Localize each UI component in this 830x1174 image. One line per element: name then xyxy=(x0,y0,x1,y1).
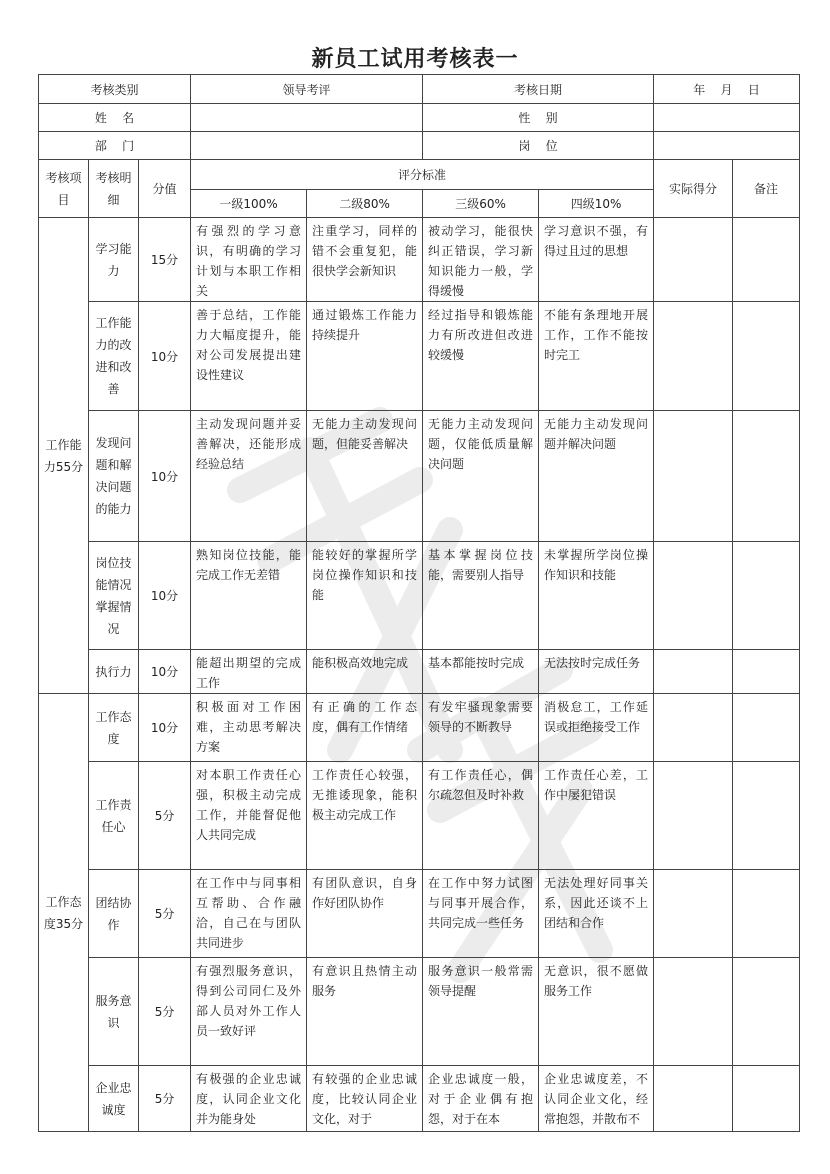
remark-cell[interactable] xyxy=(733,542,800,650)
row-level4: 无意识，很不愿做服务工作 xyxy=(539,958,654,1066)
row-level1: 有强烈的学习意识，有明确的学习计划与本职工作相关 xyxy=(191,218,307,302)
row-level2: 能积极高效地完成 xyxy=(307,650,423,694)
remark-cell[interactable] xyxy=(733,762,800,870)
name-field[interactable] xyxy=(191,104,423,132)
row-score: 10分 xyxy=(139,411,191,542)
actual-score-cell[interactable] xyxy=(654,694,733,762)
row-score: 5分 xyxy=(139,1066,191,1132)
row-level2: 有意识且热情主动服务 xyxy=(307,958,423,1066)
header-remark: 备注 xyxy=(733,160,800,218)
row-level3: 企业忠诚度一般，对于企业偶有抱怨，对于在本 xyxy=(423,1066,539,1132)
page-title: 新员工试用考核表一 xyxy=(311,47,519,72)
row-level2: 有正确的工作态度，偶有工作情绪 xyxy=(307,694,423,762)
actual-score-cell[interactable] xyxy=(654,650,733,694)
row-score: 5分 xyxy=(139,762,191,870)
actual-score-cell[interactable] xyxy=(654,1066,733,1132)
row-level4: 工作责任心差，工作中屡犯错误 xyxy=(539,762,654,870)
row-detail: 企业忠诚度 xyxy=(89,1066,139,1132)
row-level3: 无能力主动发现问题，仅能低质量解决问题 xyxy=(423,411,539,542)
row-detail: 岗位技能情况掌握情况 xyxy=(89,542,139,650)
header-criteria: 评分标准 xyxy=(191,160,654,190)
row-score: 10分 xyxy=(139,650,191,694)
section-name: 工作能力55分 xyxy=(39,218,89,694)
actual-score-cell[interactable] xyxy=(654,762,733,870)
actual-score-cell[interactable] xyxy=(654,542,733,650)
actual-score-cell[interactable] xyxy=(654,870,733,958)
row-score: 5分 xyxy=(139,958,191,1066)
row-detail: 工作责任心 xyxy=(89,762,139,870)
remark-cell[interactable] xyxy=(733,218,800,302)
row-level3: 基本都能按时完成 xyxy=(423,650,539,694)
remark-cell[interactable] xyxy=(733,411,800,542)
row-level1: 善于总结，工作能力大幅度提升，能对公司发展提出建设性建议 xyxy=(191,302,307,411)
row-level1: 熟知岗位技能，能完成工作无差错 xyxy=(191,542,307,650)
actual-score-cell[interactable] xyxy=(654,218,733,302)
row-level2: 通过锻炼工作能力持续提升 xyxy=(307,302,423,411)
row-level1: 对本职工作责任心强，积极主动完成工作，并能督促他人共同完成 xyxy=(191,762,307,870)
row-detail: 服务意识 xyxy=(89,958,139,1066)
row-level4: 消极怠工，工作延误或拒绝接受工作 xyxy=(539,694,654,762)
row-level3: 服务意识一般常需领导提醒 xyxy=(423,958,539,1066)
header-item: 考核项目 xyxy=(39,160,89,218)
row-level4: 学习意识不强，有得过且过的思想 xyxy=(539,218,654,302)
gender-field[interactable] xyxy=(654,104,800,132)
row-level2: 能较好的掌握所学岗位操作知识和技能 xyxy=(307,542,423,650)
actual-score-cell[interactable] xyxy=(654,302,733,411)
header-detail: 考核明细 xyxy=(89,160,139,218)
row-level1: 有极强的企业忠诚度，认同企业文化并为能身处 xyxy=(191,1066,307,1132)
row-level4: 不能有条理地开展工作，工作不能按时完工 xyxy=(539,302,654,411)
row-level1: 有强烈服务意识，得到公司同仁及外部人员对外工作人员一致好评 xyxy=(191,958,307,1066)
row-detail: 学习能力 xyxy=(89,218,139,302)
department-field[interactable] xyxy=(191,132,423,160)
name-label: 姓 名 xyxy=(39,104,191,132)
header-level3: 三级60% xyxy=(423,190,539,218)
remark-cell[interactable] xyxy=(733,958,800,1066)
row-level2: 有较强的企业忠诚度，比较认同企业文化，对于 xyxy=(307,1066,423,1132)
row-detail: 发现问题和解决问题的能力 xyxy=(89,411,139,542)
header-level1: 一级100% xyxy=(191,190,307,218)
assessment-type-value: 领导考评 xyxy=(191,75,423,104)
assessment-type-label: 考核类别 xyxy=(39,75,191,104)
actual-score-cell[interactable] xyxy=(654,958,733,1066)
row-level3: 在工作中努力试图与同事开展合作，共同完成一些任务 xyxy=(423,870,539,958)
row-level3: 基本掌握岗位技能，需要别人指导 xyxy=(423,542,539,650)
assessment-date-label: 考核日期 xyxy=(423,75,654,104)
remark-cell[interactable] xyxy=(733,694,800,762)
section-name: 工作态度35分 xyxy=(39,694,89,1132)
row-detail: 团结协作 xyxy=(89,870,139,958)
row-level1: 能超出期望的完成工作 xyxy=(191,650,307,694)
row-level4: 未掌握所学岗位操作知识和技能 xyxy=(539,542,654,650)
header-level2: 二级80% xyxy=(307,190,423,218)
row-detail: 工作态度 xyxy=(89,694,139,762)
row-level4: 无能力主动发现问题并解决问题 xyxy=(539,411,654,542)
remark-cell[interactable] xyxy=(733,870,800,958)
remark-cell[interactable] xyxy=(733,650,800,694)
row-level4: 企业忠诚度差，不认同企业文化，经常抱怨，并散布不 xyxy=(539,1066,654,1132)
row-level1: 积极面对工作困难，主动思考解决方案 xyxy=(191,694,307,762)
row-level1: 在工作中与同事相互帮助、合作融洽，自己在与团队共同进步 xyxy=(191,870,307,958)
row-detail: 执行力 xyxy=(89,650,139,694)
remark-cell[interactable] xyxy=(733,302,800,411)
department-label: 部 门 xyxy=(39,132,191,160)
row-level1: 主动发现问题并妥善解决，还能形成经验总结 xyxy=(191,411,307,542)
row-level3: 有工作责任心，偶尔疏忽但及时补救 xyxy=(423,762,539,870)
row-level3: 经过指导和锻炼能力有所改进但改进较缓慢 xyxy=(423,302,539,411)
row-level2: 有团队意识，自身作好团队协作 xyxy=(307,870,423,958)
position-field[interactable] xyxy=(654,132,800,160)
row-level2: 工作责任心较强，无推诿现象，能积极主动完成工作 xyxy=(307,762,423,870)
row-level3: 有发牢骚现象需要领导的不断教导 xyxy=(423,694,539,762)
row-score: 10分 xyxy=(139,694,191,762)
actual-score-cell[interactable] xyxy=(654,411,733,542)
row-level4: 无法按时完成任务 xyxy=(539,650,654,694)
row-score: 15分 xyxy=(139,218,191,302)
row-level3: 被动学习，能很快纠正错误，学习新知识能力一般，学得缓慢 xyxy=(423,218,539,302)
row-score: 10分 xyxy=(139,302,191,411)
header-level4: 四级10% xyxy=(539,190,654,218)
row-level2: 注重学习，同样的错不会重复犯，能很快学会新知识 xyxy=(307,218,423,302)
assessment-date-value[interactable]: 年 月 日 xyxy=(654,75,800,104)
row-score: 10分 xyxy=(139,542,191,650)
header-score: 分值 xyxy=(139,160,191,218)
position-label: 岗 位 xyxy=(423,132,654,160)
row-level4: 无法处理好同事关系，因此还谈不上团结和合作 xyxy=(539,870,654,958)
gender-label: 性 别 xyxy=(423,104,654,132)
assessment-table xyxy=(38,74,800,1132)
row-detail: 工作能力的改进和改善 xyxy=(89,302,139,411)
remark-cell[interactable] xyxy=(733,1066,800,1132)
header-actual: 实际得分 xyxy=(654,160,733,218)
row-score: 5分 xyxy=(139,870,191,958)
row-level2: 无能力主动发现问题，但能妥善解决 xyxy=(307,411,423,542)
